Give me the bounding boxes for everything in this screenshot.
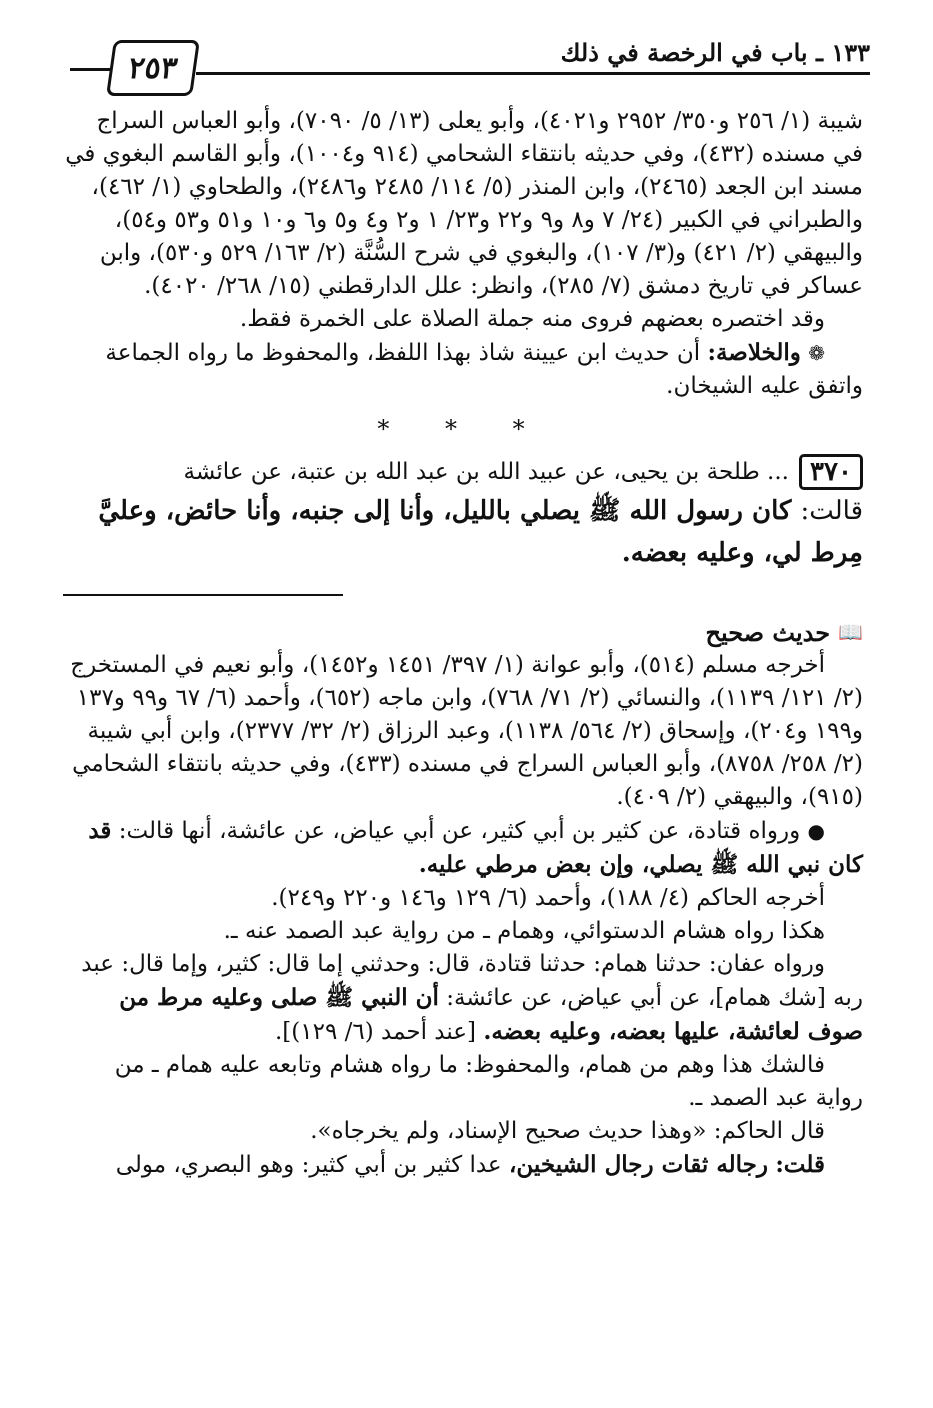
line: هكذا رواه هشام الدستوائي، وهمام ـ من رواية عبد الصمد عنه ـ. <box>223 918 825 944</box>
qatada-narration: ● ورواه قتادة، عن كثير بن أبي كثير، عن أبي عياض، عن عائشة، أنها قالت: قد كان نبي الله ﷺ يصلي، وإن بعض مرطي عليه. <box>88 817 863 878</box>
affan-narration: ورواه عفان: حدثنا همام: حدثنا قتادة، قال: وحدثني إما قال: كثير، وإما قال: عبد ربه [شك همام]، عن أبي عياض، عن عائشة: أن النبي ﷺ صلى وعليه مرط من صوف لعائشة، عليها بعضه، وعليه بعضه. [عند أحمد (٦/ ١٢٩)]. <box>81 951 863 1045</box>
paragraph: وقد اختصره بعضهم فروى منه جملة الصلاة على الخمرة فقط. <box>239 306 825 332</box>
page-number: ٢٥٣ <box>106 40 200 96</box>
book-icon: 📖 <box>838 620 863 644</box>
paragraph: شيبة (١/ ٢٥٦ و٣٥٠/ ٢٩٥٢ و٤٠٢١)، وأبو يعلى (١٣/ ٥/ ٧٠٩٠)، وأبو العباس السراج في مسنده (٤٣٢)، وفي حديثه بانتقاء الشحامي (٩١٤ و١٠٠٤)، وأبو القاسم البغوي في مسند ابن الجعد (٢٤٦٥)، وابن المنذر (٥/ ١١٤/ ٢٤٨٥ و٢٤٨٦)، والطحاوي (١/ ٤٦٢)، والطبراني في الكبير (٢٤/ ٧ و٨ و٩ و٢٢ و٢٣/ ١ و٢ و٤ و٥ و٦ و١٠ و٥١ و٥٣ و٥٤)، والبيهقي (٢/ ٤٢١) و(٣/ ١٠٧)، والبغوي في شرح السُّنَّة (٢/ ١٦٣/ ٥٢٩ و٥٣٠)، وابن عساكر في تاريخ دمشق (٧/ ٢٨٥)، وانظر: علل الدارقطني (١٥/ ٢٦٨/ ٤٠٢٠). <box>65 108 863 299</box>
summary <box>63 336 863 403</box>
flourish-icon: ❁ <box>808 341 825 365</box>
closing: قال الحاكم: «وهذا حديث صحيح الإسناد، ولم يخرجاه». <box>310 1118 825 1144</box>
takhrij: أخرجه مسلم (٥١٤)، وأبو عوانة (١/ ٣٩٧/ ١٤٥١ و١٤٥٢)، وأبو نعيم في المستخرج (٢/ ١٢١/ ١١٣٩)، والنسائي (٢/ ٧١/ ٧٦٨)، وابن ماجه (٦٥٢)، وأحمد (٦/ ٦٧ و٩٩ و١٣٧ و١٩٩ و٢٠٤)، وإسحاق (٢/ ٥٦٤/ ١١٣٨)، وعبد الرزاق (٢/ ٣٢/ ٢٣٧٧)، وابن أبي شيبة (٢/ ٢٥٨/ ٨٧٥٨)، وأبو العباس السراج في مسنده (٤٣٣)، وفي حديثه بانتقاء الشحامي (٩١٥)، والبيهقي (٢/ ٤٠٩). <box>70 652 863 810</box>
chapter-title: ١٣٣ ـ باب في الرخصة في ذلك <box>560 38 870 67</box>
closing: فالشك هذا وهم من همام، والمحفوظ: ما رواه هشام وتابعه عليه همام ـ من رواية عبد الصمد ـ. <box>114 1052 863 1111</box>
hadith-grade: 📖 حديث صحيح <box>705 618 863 647</box>
line: أخرجه الحاكم (٤/ ١٨٨)، وأحمد (٦/ ١٢٩ و١٤٦ و٢٢٠ و٢٤٩). <box>271 885 825 911</box>
bullet-icon: ● <box>807 819 825 843</box>
hadith-qalat: قالت: <box>800 496 863 526</box>
last-line: قلت: رجاله ثقات رجال الشيخين، عدا كثير بن أبي كثير: وهو البصري، مولى <box>115 1151 825 1178</box>
hadith-number: ٣٧٠ <box>799 454 863 490</box>
page-body <box>63 105 863 1182</box>
hadith-block <box>63 454 863 574</box>
summary-label: والخلاصة: <box>707 339 801 366</box>
hadith-isnad: ... طلحة بن يحيى، عن عبيد الله بن عبد الله بن عتبة، عن عائشة <box>183 458 789 485</box>
header-rule-right <box>196 72 870 75</box>
summary-text: أن حديث ابن عيينة شاذ بهذا اللفظ، والمحفوظ ما رواه الجماعة واتفق عليه الشيخان. <box>105 340 863 399</box>
page-header <box>70 38 870 98</box>
hadith-matn: قالت: كان رسول الله ﷺ يصلي بالليل، وأنا إلى جنبه، وأنا حائض، وعليَّ مِرط لي، وعليه بعضه. <box>98 496 863 568</box>
section-stars: * * * <box>377 415 549 443</box>
separator <box>63 594 343 596</box>
header-rule-left <box>70 68 110 71</box>
